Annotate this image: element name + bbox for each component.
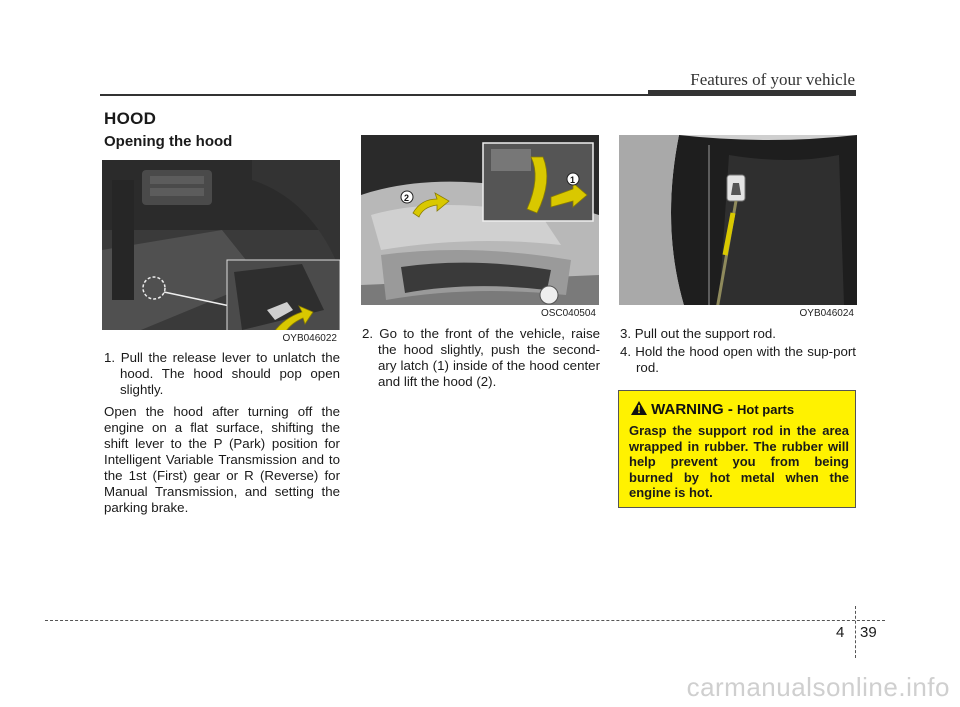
running-header: Features of your vehicle — [690, 70, 855, 89]
warning-triangle-icon — [631, 401, 647, 415]
precaution-paragraph: Open the hood after turning off the engine on a flat surface, shifting the shift lever to the P (Park) position for Intelligent Variable Transmission and to the 1st (First) gear or R (Reverse) for Manual Transmission, and setting the parking brake. — [104, 404, 340, 515]
warning-label: WARNING - — [651, 401, 733, 418]
step-1: 1. Pull the release lever to unlatch the hood. The hood should pop open slightly. — [104, 350, 340, 397]
secondary-latch-illustration — [361, 135, 599, 321]
figure-code: OYB046022 — [282, 333, 337, 344]
step-2: 2. Go to the front of the vehicle, raise the hood slightly, push the second-ary latch (1) inside of the hood center and lift the hood (2). — [362, 326, 600, 389]
column-1-text — [104, 350, 340, 516]
release-lever-illustration — [102, 160, 340, 346]
footer-rule — [45, 620, 885, 621]
chapter-number: 4 — [836, 624, 845, 641]
figure-code: OYB046024 — [799, 308, 854, 319]
column-3-text — [620, 326, 856, 376]
callout-2: 2 — [404, 193, 410, 203]
warning-text: Grasp the support rod in the area wrapped in rubber. The rubber will help prevent you from being burned by hot metal when the engine is hot. — [629, 423, 849, 500]
warning-box — [618, 390, 856, 508]
figure-code: OSC040504 — [540, 308, 596, 319]
section-title: HOOD — [104, 109, 157, 128]
header-bar — [648, 90, 856, 96]
footer-divider — [855, 606, 856, 658]
step-3: 3. Pull out the support rod. — [620, 326, 776, 341]
figure-release-lever — [102, 160, 340, 346]
figure-secondary-latch — [361, 135, 599, 321]
page-number: 39 — [860, 624, 877, 641]
subsection-title: Opening the hood — [104, 133, 233, 150]
figure-support-rod — [619, 135, 857, 321]
warning-heading — [631, 401, 794, 418]
step-4: 4. Hold the hood open with the sup-port rod. — [620, 344, 856, 375]
support-rod-illustration — [619, 135, 857, 321]
callout-1: 1 — [570, 175, 576, 185]
warning-topic: Hot parts — [737, 402, 795, 417]
watermark: carmanualsonline.info — [686, 672, 950, 702]
column-2-text — [362, 326, 600, 390]
